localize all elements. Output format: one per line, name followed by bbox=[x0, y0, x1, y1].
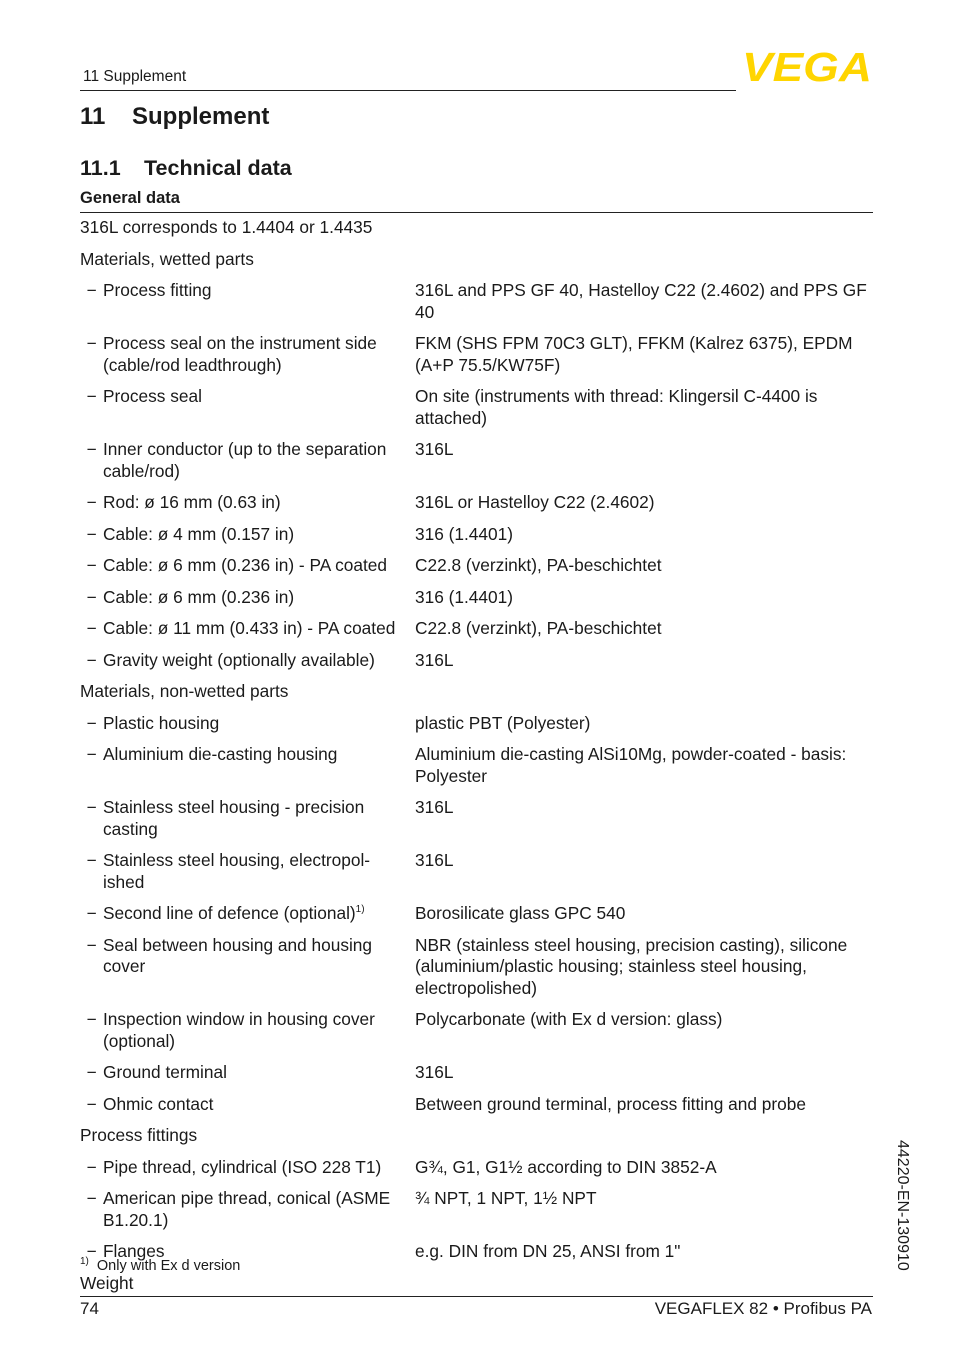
table-row bbox=[80, 552, 873, 584]
table-row bbox=[80, 1154, 873, 1186]
row-label-cell bbox=[80, 847, 415, 900]
header-rule bbox=[80, 90, 736, 91]
row-label-text bbox=[103, 587, 407, 609]
table-row bbox=[80, 794, 873, 847]
row-value: Borosilicate glass GPC 540 bbox=[415, 903, 626, 923]
row-label-cell bbox=[80, 710, 415, 742]
row-heading-label: Weight bbox=[80, 1272, 134, 1293]
row-label-text bbox=[103, 903, 407, 925]
table-row bbox=[80, 489, 873, 521]
table-row bbox=[80, 678, 873, 710]
table-row bbox=[80, 932, 873, 1007]
row-label: Process seal bbox=[103, 386, 202, 406]
row-value bbox=[415, 1122, 873, 1154]
technical-data-table bbox=[80, 214, 873, 1301]
row-label-text bbox=[103, 333, 407, 376]
list-dash: − bbox=[86, 1241, 97, 1261]
list-dash: − bbox=[86, 439, 97, 459]
row-label: Cable: ø 4 mm (0.157 in) bbox=[103, 523, 295, 544]
vega-logo bbox=[740, 50, 874, 84]
row-value: plastic PBT (Polyester) bbox=[415, 712, 591, 733]
chapter-number: 11 bbox=[80, 103, 106, 130]
row-label-text bbox=[103, 650, 407, 672]
section-title: Technical data bbox=[144, 156, 292, 180]
row-label: Stainless steel housing - precision casting bbox=[103, 797, 365, 839]
table-row bbox=[80, 436, 873, 489]
row-label: Inspection window in housing cover (optional) bbox=[103, 1009, 375, 1051]
list-dash: − bbox=[86, 1062, 97, 1082]
table-row bbox=[80, 330, 873, 383]
row-label-text bbox=[103, 1062, 407, 1084]
table-row bbox=[80, 847, 873, 900]
table-row bbox=[80, 710, 873, 742]
row-label-text bbox=[103, 797, 407, 840]
row-value bbox=[415, 678, 873, 710]
row-value: NBR (stainless steel housing, precision casting), silicone (aluminium/plastic housing; stainless steel housing, electropolished) bbox=[415, 934, 848, 998]
chapter-title: Supplement bbox=[132, 103, 270, 130]
list-dash: − bbox=[86, 850, 97, 870]
chapter-heading bbox=[80, 103, 269, 131]
table-row bbox=[80, 521, 873, 553]
list-dash: − bbox=[86, 333, 97, 353]
footer-product-title: VEGAFLEX 82 • Profibus PA bbox=[654, 1299, 872, 1318]
row-label-cell bbox=[80, 383, 415, 436]
row-value: C22.8 (verzinkt), PA-beschichtet bbox=[415, 618, 662, 638]
row-value: G¾, G1, G1½ according to DIN 3852-A bbox=[415, 1156, 717, 1177]
logo-text: VEGA bbox=[742, 50, 872, 84]
table-row bbox=[80, 615, 873, 647]
row-label-cell bbox=[80, 741, 415, 794]
row-label: Ground terminal bbox=[103, 1062, 227, 1082]
row-label-text bbox=[103, 439, 407, 482]
row-label: Seal between housing and housing cover bbox=[103, 934, 373, 976]
table-row bbox=[80, 383, 873, 436]
row-label-cell bbox=[80, 521, 415, 553]
row-value: 316L bbox=[415, 1062, 454, 1082]
row-heading-label: Process fittings bbox=[80, 1125, 198, 1145]
list-dash: − bbox=[86, 386, 97, 406]
row-label: Flanges bbox=[103, 1241, 165, 1261]
row-label-cell bbox=[80, 1122, 415, 1154]
row-heading-label: 316L corresponds to 1.4404 or 1.4435 bbox=[80, 217, 373, 237]
list-dash: − bbox=[86, 1009, 97, 1029]
row-label-text bbox=[103, 1188, 407, 1231]
row-label-text bbox=[103, 850, 407, 893]
row-value: 316 (1.4401) bbox=[415, 523, 514, 544]
table-top-rule bbox=[80, 212, 873, 213]
row-label-cell bbox=[80, 330, 415, 383]
row-label-cell bbox=[80, 1091, 415, 1123]
row-heading-label: Materials, non-wetted parts bbox=[80, 681, 289, 701]
list-dash: − bbox=[86, 712, 97, 733]
row-label-text bbox=[103, 280, 407, 302]
row-label: Rod: ø 16 mm (0.63 in) bbox=[103, 492, 281, 512]
section-number: 11.1 bbox=[80, 156, 121, 180]
row-label-text bbox=[103, 744, 407, 766]
row-label-text bbox=[103, 1009, 407, 1052]
row-label-text bbox=[103, 713, 407, 735]
row-label-text bbox=[103, 524, 407, 546]
list-dash: − bbox=[86, 618, 97, 638]
row-label-cell bbox=[80, 1006, 415, 1059]
row-value: C22.8 (verzinkt), PA-beschichtet bbox=[415, 555, 662, 575]
row-label: Process fitting bbox=[103, 280, 212, 300]
row-heading-label: Materials, wetted parts bbox=[80, 248, 254, 269]
row-value: Between ground terminal, process fitting and probe bbox=[415, 1093, 806, 1114]
list-dash: − bbox=[86, 1093, 97, 1114]
row-value: ¾ NPT, 1 NPT, 1½ NPT bbox=[415, 1188, 597, 1208]
row-label-cell bbox=[80, 1185, 415, 1238]
row-label: Pipe thread, cylindrical (ISO 228 T1) bbox=[103, 1156, 382, 1177]
row-value: On site (instruments with thread: Klingersil C-4400 is attached) bbox=[415, 386, 818, 428]
row-label: Ohmic contact bbox=[103, 1093, 214, 1114]
row-label-text bbox=[103, 618, 407, 640]
row-label-cell bbox=[80, 900, 415, 932]
row-label: Process seal on the instrument side (cable/rod leadthrough) bbox=[103, 333, 377, 375]
row-label: American pipe thread, conical (ASME B1.20.1) bbox=[103, 1188, 391, 1230]
row-label: Aluminium die-casting housing bbox=[103, 744, 338, 764]
list-dash: − bbox=[86, 744, 97, 764]
row-value: 316L bbox=[415, 797, 454, 817]
table-row bbox=[80, 1006, 873, 1059]
table-row bbox=[80, 1185, 873, 1238]
row-label: Cable: ø 6 mm (0.236 in) - PA coated bbox=[103, 555, 387, 575]
row-label-cell bbox=[80, 552, 415, 584]
table-row bbox=[80, 246, 873, 278]
row-label-cell bbox=[80, 1059, 415, 1091]
page-number: 74 bbox=[80, 1299, 99, 1318]
row-value: 316L bbox=[415, 649, 454, 670]
running-header: 11 Supplement bbox=[83, 68, 187, 85]
list-dash: − bbox=[86, 1188, 97, 1208]
row-label-cell bbox=[80, 489, 415, 521]
row-label-cell bbox=[80, 615, 415, 647]
table-row bbox=[80, 900, 873, 932]
row-value: Polycarbonate (with Ex d version: glass) bbox=[415, 1009, 723, 1029]
subsection-title: General data bbox=[80, 189, 180, 207]
row-value: 316L and PPS GF 40, Hastelloy C22 (2.4602) and PPS GF 40 bbox=[415, 280, 867, 322]
list-dash: − bbox=[86, 523, 97, 544]
footer-rule bbox=[80, 1296, 873, 1297]
row-value bbox=[415, 214, 873, 246]
row-label-text bbox=[103, 386, 407, 408]
row-label-cell bbox=[80, 678, 415, 710]
table-row bbox=[80, 277, 873, 330]
list-dash: − bbox=[86, 280, 97, 300]
table-row bbox=[80, 1122, 873, 1154]
footnote bbox=[80, 1256, 240, 1274]
row-label: Stainless steel housing, electropol-ished bbox=[103, 850, 371, 892]
row-label-text bbox=[103, 935, 407, 978]
section-heading bbox=[80, 156, 292, 181]
table-row bbox=[80, 214, 873, 246]
row-label: Cable: ø 11 mm (0.433 in) - PA coated bbox=[103, 618, 396, 638]
row-label-text bbox=[103, 555, 407, 577]
row-label-cell bbox=[80, 277, 415, 330]
row-value: 316 (1.4401) bbox=[415, 586, 514, 607]
list-dash: − bbox=[86, 934, 97, 955]
table-row bbox=[80, 741, 873, 794]
list-dash: − bbox=[86, 1156, 97, 1177]
row-label: Second line of defence (optional) bbox=[103, 903, 356, 923]
row-value: 316L bbox=[415, 439, 454, 459]
row-label-cell bbox=[80, 794, 415, 847]
row-label: Gravity weight (optionally available) bbox=[103, 649, 375, 670]
list-dash: − bbox=[86, 903, 97, 923]
row-value: Aluminium die-casting AlSi10Mg, powder-coated - basis: Polyester bbox=[415, 744, 847, 786]
document-code: 44220-EN-130910 bbox=[894, 1140, 911, 1271]
row-label: Plastic housing bbox=[103, 712, 220, 733]
row-label-cell bbox=[80, 246, 415, 278]
list-dash: − bbox=[86, 586, 97, 607]
row-label-cell bbox=[80, 1154, 415, 1186]
row-label-cell bbox=[80, 932, 415, 1007]
row-value: FKM (SHS FPM 70C3 GLT), FFKM (Kalrez 6375), EPDM (A+P 75.5/KW75F) bbox=[415, 333, 853, 375]
table-row bbox=[80, 1091, 873, 1123]
list-dash: − bbox=[86, 555, 97, 575]
row-value: e.g. DIN from DN 25, ANSI from 1" bbox=[415, 1241, 681, 1261]
list-dash: − bbox=[86, 797, 97, 817]
table-row bbox=[80, 1059, 873, 1091]
list-dash: − bbox=[86, 649, 97, 670]
row-value: 316L bbox=[415, 850, 454, 870]
table-row bbox=[80, 584, 873, 616]
footnote-ref: 1) bbox=[355, 904, 365, 916]
row-label: Cable: ø 6 mm (0.236 in) bbox=[103, 586, 295, 607]
row-label-text bbox=[103, 492, 407, 514]
row-label-cell bbox=[80, 647, 415, 679]
list-dash: − bbox=[86, 492, 97, 512]
row-label-cell bbox=[80, 214, 415, 246]
row-value: 316L or Hastelloy C22 (2.4602) bbox=[415, 492, 655, 512]
row-label-text bbox=[103, 1157, 407, 1179]
footnote-text: Only with Ex d version bbox=[96, 1257, 241, 1274]
row-label-cell bbox=[80, 436, 415, 489]
row-label-cell bbox=[80, 584, 415, 616]
footnote-marker: 1) bbox=[80, 1256, 89, 1267]
row-label: Inner conductor (up to the separation cable/rod) bbox=[103, 439, 387, 481]
row-label-text bbox=[103, 1094, 407, 1116]
row-value bbox=[415, 246, 873, 278]
table-row bbox=[80, 647, 873, 679]
